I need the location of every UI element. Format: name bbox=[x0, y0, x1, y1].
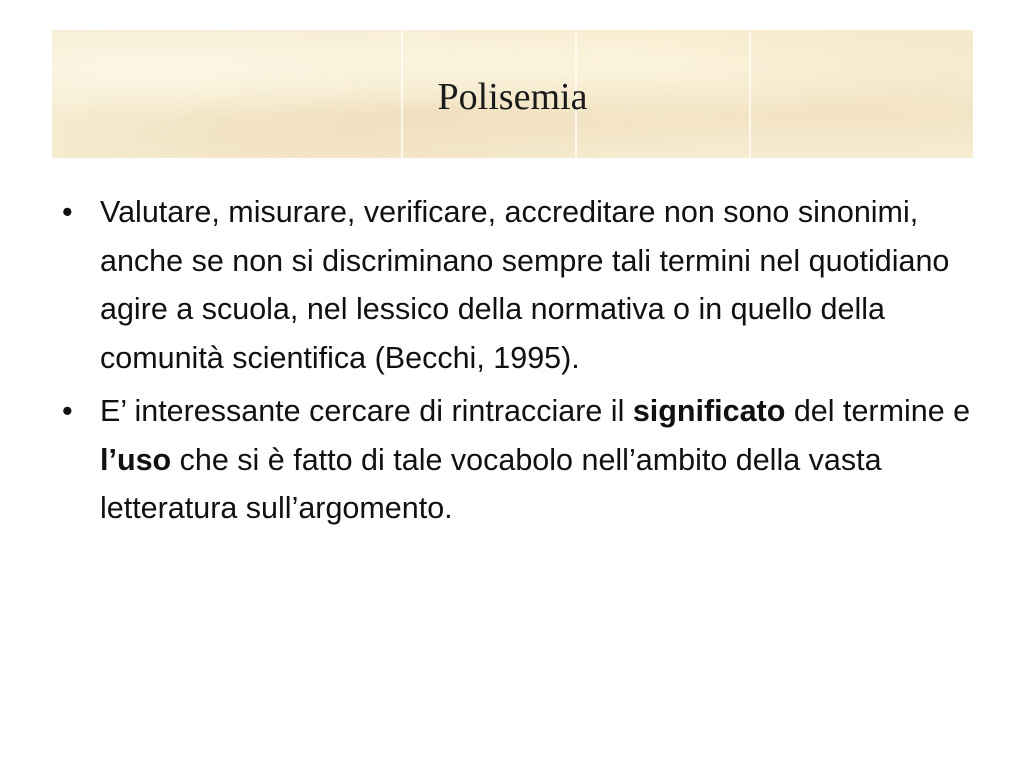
title-band bbox=[52, 30, 973, 158]
bullet-text: Valutare, misurare, verificare, accreditare non sono sinonimi, anche se non si discriminano sempre tali termini nel quotidiano agire a scuola, nel lessico della normativa o in quello della comunità scientifica (Becchi, 1995). bbox=[100, 195, 950, 375]
slide-title: Polisemia bbox=[437, 76, 588, 118]
bullet-text bbox=[100, 394, 970, 525]
bullet-icon: • bbox=[62, 195, 73, 229]
bullet-text-segment: che si è fatto di tale vocabolo nell’ambito della vasta letteratura sull’argomento. bbox=[100, 442, 882, 525]
emphasis-significato: significato bbox=[632, 394, 786, 428]
bullet-text-segment: E’ interessante cercare di rintracciare il bbox=[100, 394, 633, 428]
bullet-item bbox=[62, 387, 972, 533]
bullet-text-segment: del termine e bbox=[785, 394, 971, 428]
bullet-list bbox=[62, 188, 972, 538]
bullet-item bbox=[62, 188, 972, 382]
emphasis-uso: l’uso bbox=[100, 442, 172, 477]
bullet-icon: • bbox=[62, 394, 73, 428]
